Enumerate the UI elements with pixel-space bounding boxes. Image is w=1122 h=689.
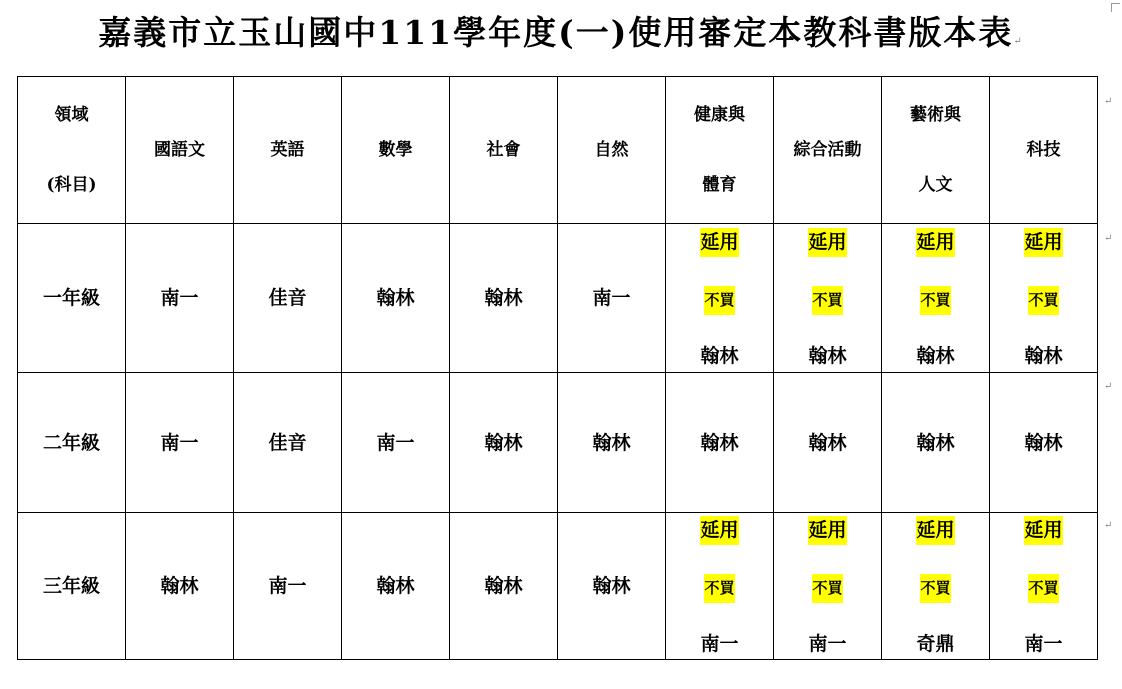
subject-name: 綜合活動 [793,140,862,160]
extended-use-note: 延用 [916,516,954,545]
publisher-cell-extended [774,513,882,660]
subject-name: 社會 [486,140,521,160]
header-cell-science [558,77,666,224]
extended-use-note: 延用 [808,228,846,257]
header-cell-social [450,77,558,224]
row-end-mark-icon: ↵ [1104,381,1113,392]
table-header-row [18,77,1098,224]
publisher-cell: 翰林 [342,513,450,660]
subject-name-line1: 藝術與 [910,105,961,125]
table-row-grade-2 [18,373,1098,513]
extended-use-note: 延用 [1024,228,1062,257]
subject-name: 英語 [270,140,305,160]
publisher-name: 翰林 [1024,345,1063,367]
publisher-cell: 南一 [126,373,234,513]
header-cell-arts [882,77,990,224]
publisher-cell-extended [990,513,1098,660]
grade-cell: 一年級 [18,224,126,373]
no-purchase-note: 不買 [812,286,842,315]
publisher-name: 南一 [1024,633,1063,655]
subject-name-line1: 健康與 [694,105,745,125]
subject-label: (科目) [46,175,97,195]
extended-use-note: 延用 [700,228,738,257]
header-cell-english [234,77,342,224]
publisher-name: 南一 [808,633,847,655]
header-cell-domain [18,77,126,224]
publisher-cell: 翰林 [666,373,774,513]
publisher-name: 翰林 [700,345,739,367]
title-text: 嘉義市立玉山國中111學年度(一)使用審定本教科書版本表 [98,13,1014,52]
subject-name: 數學 [378,140,413,160]
header-cell-math [342,77,450,224]
publisher-cell: 翰林 [558,513,666,660]
publisher-cell: 南一 [234,513,342,660]
textbook-version-table [17,76,1098,660]
domain-label: 領域 [54,105,89,125]
extended-use-note: 延用 [916,228,954,257]
publisher-cell-extended [666,224,774,373]
publisher-cell: 翰林 [126,513,234,660]
no-purchase-note: 不買 [704,286,734,315]
no-purchase-note: 不買 [704,574,734,603]
document-title [0,10,1122,65]
row-end-mark-icon: ↵ [1104,520,1113,531]
publisher-name: 翰林 [916,345,955,367]
subject-name: 自然 [594,140,629,160]
table-row-grade-3 [18,513,1098,660]
publisher-cell-extended [774,224,882,373]
no-purchase-note: 不買 [812,574,842,603]
paragraph-mark-icon: ↵ [1013,36,1024,47]
row-end-mark-icon: ↵ [1104,233,1113,244]
publisher-cell: 佳音 [234,224,342,373]
no-purchase-note: 不買 [1028,286,1058,315]
publisher-name: 南一 [700,633,739,655]
extended-use-note: 延用 [808,516,846,545]
publisher-cell-extended [666,513,774,660]
grade-cell: 三年級 [18,513,126,660]
subject-name: 科技 [1026,140,1061,160]
publisher-cell-extended [882,513,990,660]
publisher-cell: 佳音 [234,373,342,513]
publisher-cell: 南一 [342,373,450,513]
publisher-cell: 南一 [558,224,666,373]
publisher-cell: 翰林 [558,373,666,513]
extended-use-note: 延用 [700,516,738,545]
no-purchase-note: 不買 [920,574,950,603]
grade-cell: 二年級 [18,373,126,513]
row-end-mark-icon: ↵ [1104,96,1113,107]
publisher-cell-extended [882,224,990,373]
publisher-cell: 翰林 [450,373,558,513]
publisher-cell: 南一 [126,224,234,373]
publisher-name: 翰林 [808,345,847,367]
publisher-name: 奇鼎 [916,633,955,655]
publisher-cell: 翰林 [882,373,990,513]
publisher-cell: 翰林 [342,224,450,373]
header-cell-technology [990,77,1098,224]
extended-use-note: 延用 [1024,516,1062,545]
header-cell-chinese [126,77,234,224]
publisher-cell: 翰林 [990,373,1098,513]
subject-name-line2: 體育 [702,175,737,195]
subject-name-line2: 人文 [918,175,953,195]
publisher-cell: 翰林 [774,373,882,513]
no-purchase-note: 不買 [1028,574,1058,603]
table-row-grade-1 [18,224,1098,373]
publisher-cell-extended [990,224,1098,373]
publisher-cell: 翰林 [450,224,558,373]
header-cell-health-pe [666,77,774,224]
header-cell-integrative [774,77,882,224]
subject-name: 國語文 [154,140,205,160]
no-purchase-note: 不買 [920,286,950,315]
publisher-cell: 翰林 [450,513,558,660]
